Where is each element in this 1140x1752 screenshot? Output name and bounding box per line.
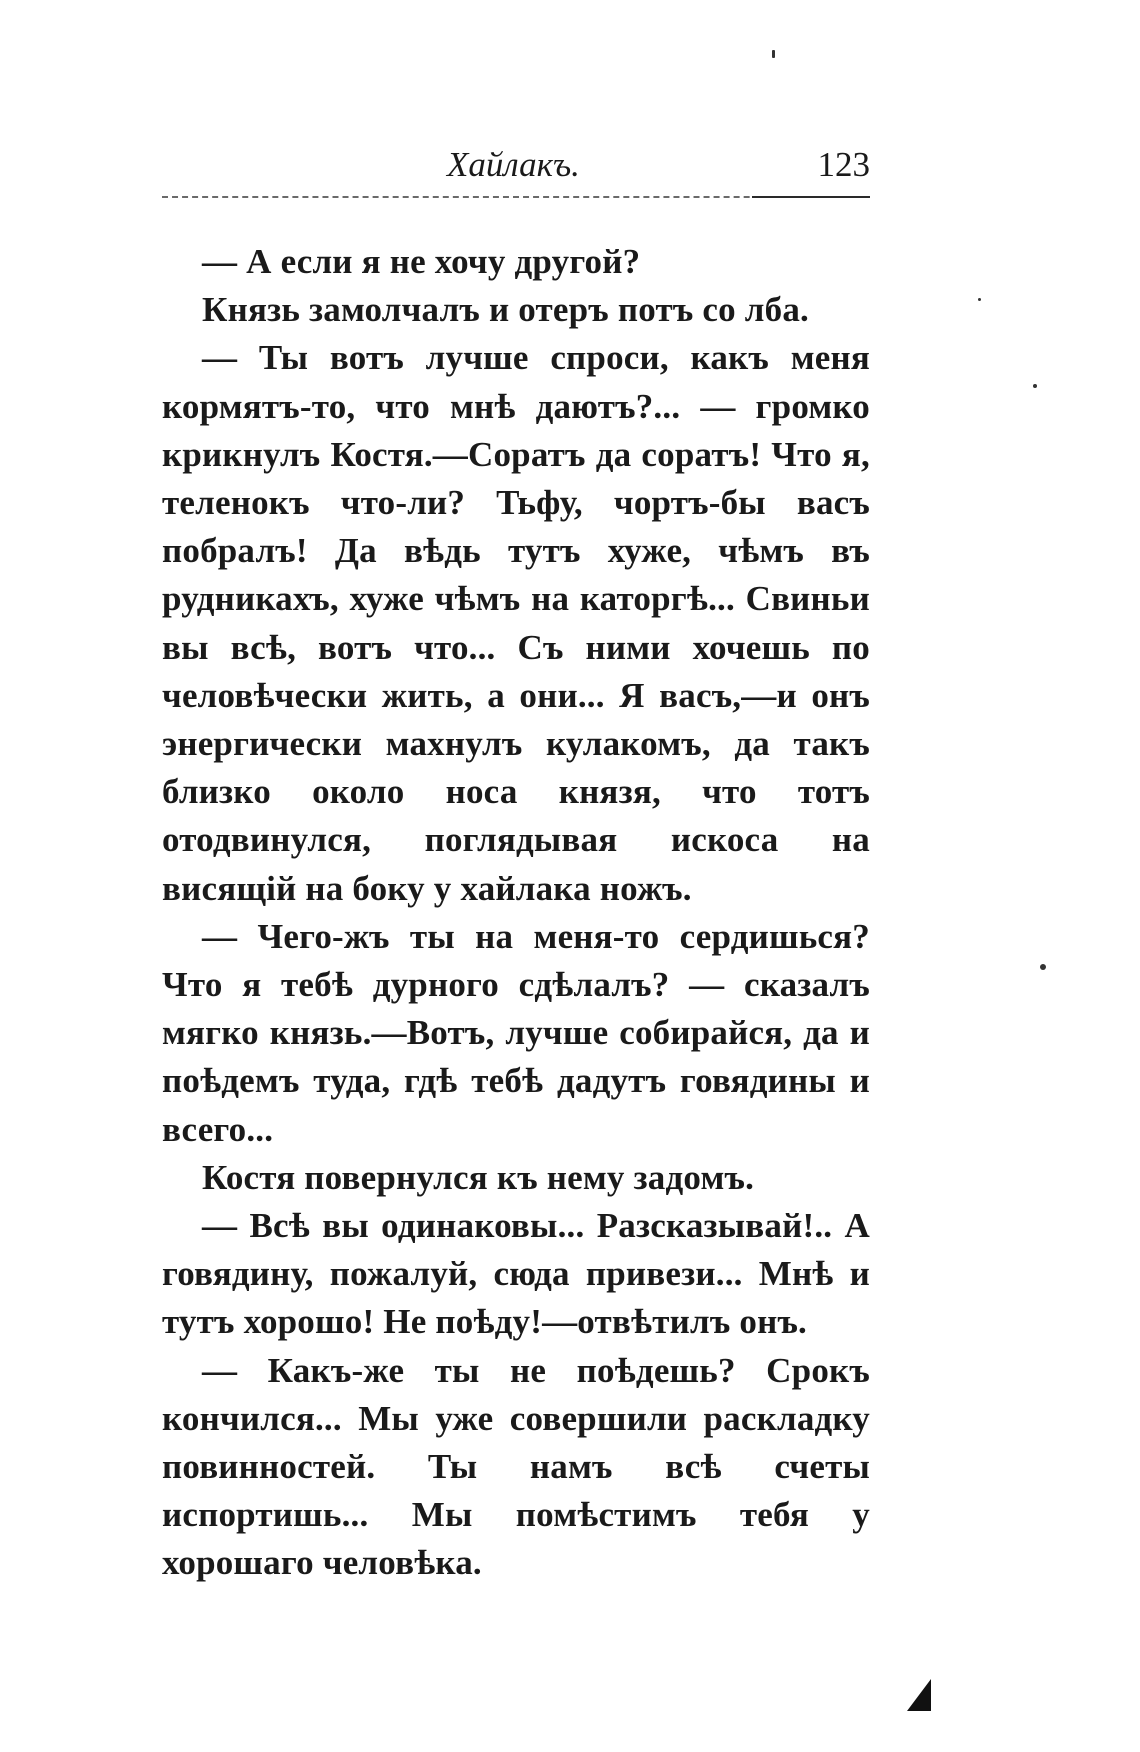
- paragraph-7: — Какъ-же ты не поѣдешь? Срокъ кончился... Мы уже совершили раскладку повинностей. Ты намъ всѣ счеты испортишь... Мы помѣстимъ тебя у хорошаго человѣка.: [162, 1350, 870, 1583]
- page-number: 123: [817, 145, 870, 184]
- body-text: [162, 238, 870, 1588]
- scan-speck: [772, 50, 775, 58]
- scan-speck: [978, 298, 981, 301]
- scan-speck: [1040, 964, 1046, 970]
- paragraph-3: — Ты вотъ лучше спроси, какъ меня кормятъ-то, что мнѣ даютъ?... — громко крикнулъ Костя.—Соратъ да соратъ! Что я, теленокъ что-ли? Тьфу, чортъ-бы васъ побралъ! Да вѣдь тутъ хуже, чѣмъ въ рудникахъ, хуже чѣмъ на каторгѣ... Свиньи вы всѣ, вотъ что... Съ ними хочешь по человѣчески жить, а они... Я васъ,—и онъ энергически махнулъ кулакомъ, да такъ близко около носа князя, что тотъ отодвинулся, поглядывая искоса на висящій на боку у хайлака ножъ.: [162, 338, 870, 908]
- running-title: Хайлакъ.: [447, 145, 580, 184]
- paragraph-6: — Всѣ вы одинаковы... Разсказывай!.. А говядину, пожалуй, сюда привези... Мнѣ и тутъ хорошо! Не поѣду!—отвѣтилъ онъ.: [162, 1206, 870, 1342]
- page-header: [162, 140, 870, 190]
- paragraph-2: Князь замолчалъ и отеръ потъ со лба.: [202, 290, 809, 330]
- paragraph-1: — А если я не хочу другой?: [202, 242, 641, 281]
- paragraph-5: Костя повернулся къ нему задомъ.: [202, 1157, 755, 1197]
- scan-speck: [1033, 384, 1037, 388]
- header-rule-segment: [752, 196, 870, 198]
- paragraph-4: — Чего-жъ ты на меня-то сердишься? Что я тебѣ дурного сдѣлалъ? — сказалъ мягко князь.—Вотъ, лучше собирайся, да и поѣдемъ туда, гдѣ тебѣ дадутъ говядины и всего...: [162, 916, 870, 1149]
- scan-corner-mark: [905, 1677, 933, 1713]
